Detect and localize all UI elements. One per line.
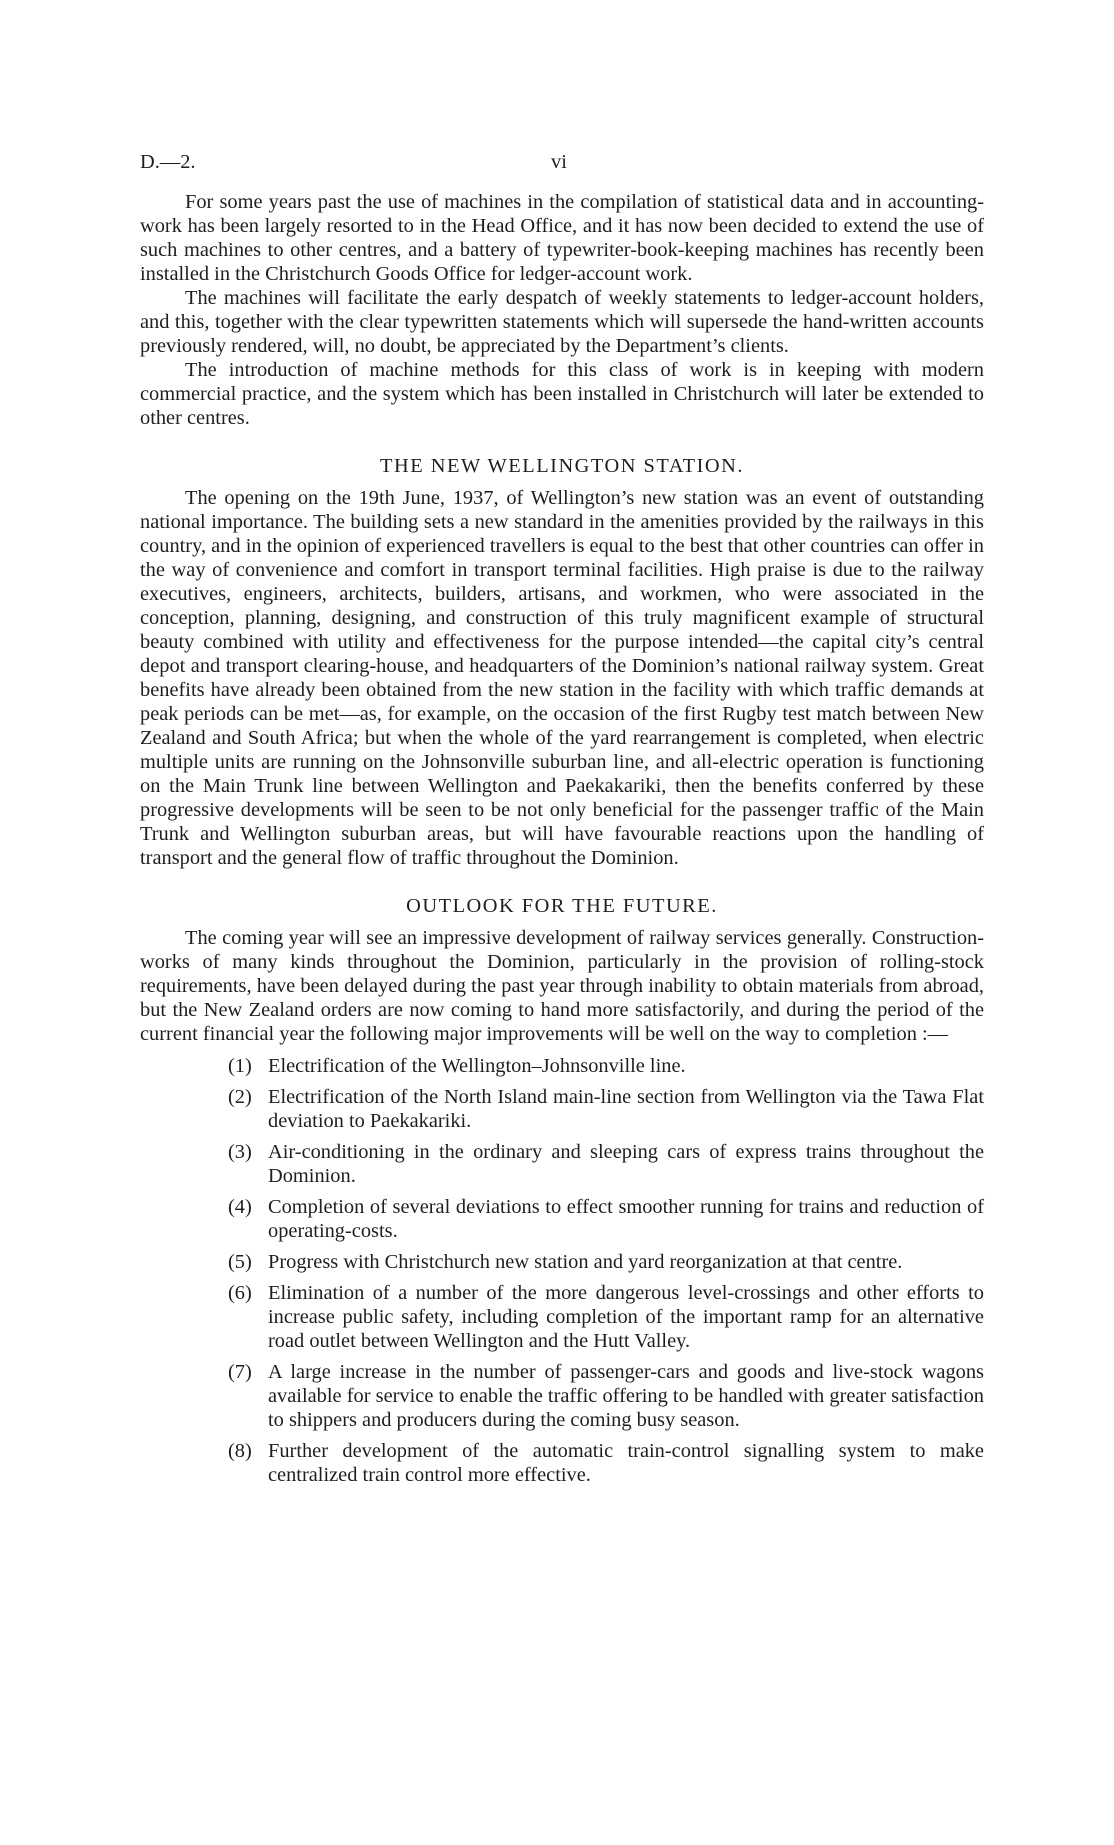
item-text: Elimination of a number of the more dangerous level-crossings and other efforts to increase public safety, including completion of the important ramp for an alternative road outlet between Wellington and the Hutt Valley. [268, 1282, 984, 1352]
intro-paragraph: For some years past the use of machines in the compilation of statistical data and in accounting-work has been largely resorted to in the Head Office, and it has now been decided to extend the use of such machines to other centres, and a battery of typewriter-book-keeping machines has recently been installed in the Christchurch Goods Office for ledger-account work. [140, 191, 984, 285]
item-text: Progress with Christchurch new station and yard reorganization at that centre. [268, 1251, 903, 1273]
item-number: (1) [228, 1055, 252, 1077]
item-number: (5) [228, 1251, 252, 1273]
intro-section [140, 190, 984, 430]
list-item [228, 1054, 984, 1078]
section-heading: THE NEW WELLINGTON STATION. [380, 455, 744, 477]
list-item [228, 1195, 984, 1243]
list-item [228, 1250, 984, 1274]
document-page [140, 150, 984, 1494]
outlook-section [140, 894, 984, 1487]
improvements-list [140, 1054, 984, 1487]
section-heading: OUTLOOK FOR THE FUTURE. [406, 895, 718, 917]
item-text: A large increase in the number of passenger-cars and goods and live-stock wagons available for service to enable the traffic offering to be handled with greater satisfaction to shippers and producers during the coming busy season. [268, 1361, 984, 1431]
list-item [228, 1140, 984, 1188]
intro-paragraph: The introduction of machine methods for this class of work is in keeping with modern commercial practice, and the system which has been installed in Christchurch will later be extended to other centres. [140, 359, 984, 429]
item-text: Electrification of the North Island main-line section from Wellington via the Tawa Flat deviation to Paekakariki. [268, 1086, 984, 1132]
list-item [228, 1360, 984, 1432]
section-paragraph: The coming year will see an impressive development of railway services generally. Construction-works of many kinds throughout the Dominion, particularly in the provision of rolling-stock requirements, have been delayed during the past year through inability to obtain materials from abroad, but the New Zealand orders are now coming to hand more satisfactorily, and during the period of the current financial year the following major improvements will be well on the way to completion :— [140, 927, 984, 1045]
document-reference: D.—2. [140, 151, 196, 173]
intro-paragraph: The machines will facilitate the early despatch of weekly statements to ledger-account holders, and this, together with the clear typewritten statements which will supersede the hand-written accounts previously rendered, will, no doubt, be appreciated by the Department’s clients. [140, 287, 984, 357]
item-text: Completion of several deviations to effect smoother running for trains and reduction of operating-costs. [268, 1196, 984, 1242]
station-section [140, 454, 984, 870]
item-number: (7) [228, 1361, 252, 1383]
list-item [228, 1281, 984, 1353]
item-text: Air-conditioning in the ordinary and sleeping cars of express trains throughout the Dominion. [268, 1141, 984, 1187]
page-header [140, 150, 984, 180]
item-number: (8) [228, 1440, 252, 1462]
item-number: (2) [228, 1086, 252, 1108]
item-text: Electrification of the Wellington–Johnsonville line. [268, 1055, 686, 1077]
item-number: (3) [228, 1141, 252, 1163]
item-number: (4) [228, 1196, 252, 1218]
list-item [228, 1439, 984, 1487]
section-paragraph: The opening on the 19th June, 1937, of Wellington’s new station was an event of outstanding national importance. The building sets a new standard in the amenities provided by the railways in this country, and in the opinion of experienced travellers is equal to the best that other countries can offer in the way of convenience and comfort in transport terminal facilities. High praise is due to the railway executives, engineers, architects, builders, artisans, and workmen, who were associated in the conception, planning, designing, and construction of this truly magnificent example of structural beauty combined with utility and effectiveness for the purpose intended—the capital city’s central depot and transport clearing-house, and headquarters of the Dominion’s national railway system. Great benefits have already been obtained from the new station in the facility with which traffic demands at peak periods can be met—as, for example, on the occasion of the first Rugby test match between New Zealand and South Africa; but when the whole of the yard rearrangement is completed, when electric multiple units are running on the Johnsonville suburban line, and all-electric operation is functioning on the Main Trunk line between Wellington and Paekakariki, then the benefits conferred by these progressive developments will be seen to be not only beneficial for the passenger traffic of the Main Trunk and Wellington suburban areas, but will have favourable reactions upon the handling of transport and the general flow of traffic throughout the Dominion. [140, 487, 984, 869]
list-item [228, 1085, 984, 1133]
item-number: (6) [228, 1282, 252, 1304]
item-text: Further development of the automatic train-control signalling system to make centralized train control more effective. [268, 1440, 984, 1486]
page-number: vi [551, 151, 567, 173]
